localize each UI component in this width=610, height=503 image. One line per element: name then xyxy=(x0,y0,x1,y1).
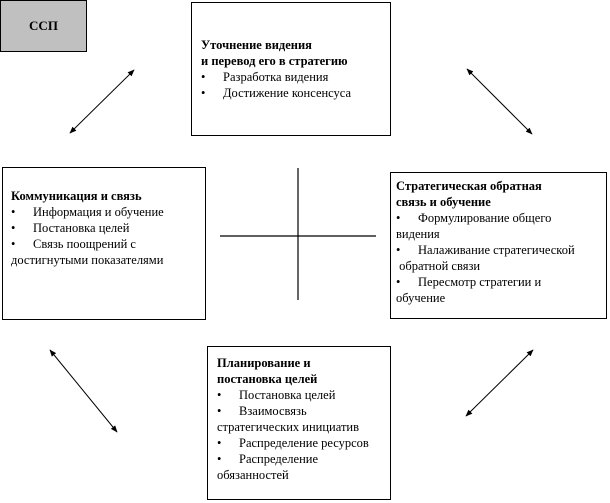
list-item-continuation: обратной связи xyxy=(396,259,481,273)
list-item-continuation: видения xyxy=(396,227,440,241)
communication-box xyxy=(2,167,206,320)
bullet-icon: • xyxy=(217,404,222,418)
feedback-title xyxy=(396,178,602,210)
list-item xyxy=(217,387,386,403)
bullet-icon: • xyxy=(396,275,401,289)
list-item-continuation: достигнутыми показателями xyxy=(11,253,164,267)
list-item-text: Постановка целей xyxy=(33,221,130,235)
arrow-top-right xyxy=(467,69,532,134)
list-item xyxy=(201,85,386,101)
list-item-text: Информация и обучение xyxy=(33,205,164,219)
arrow-bottom-left xyxy=(50,350,117,432)
list-item-text: Пересмотр стратегии и xyxy=(418,275,542,289)
planning-title xyxy=(217,355,386,387)
list-item-text: Достижение консенсуса xyxy=(223,86,352,100)
list-item xyxy=(396,210,602,226)
planning-box xyxy=(207,346,391,500)
feedback-title-line1: Стратегическая обратная xyxy=(396,179,542,193)
bullet-icon: • xyxy=(396,243,401,257)
list-item-text: Распределение ресурсов xyxy=(239,436,369,450)
list-item-text: Связь поощрений с xyxy=(33,237,136,251)
list-item-text: Взаимосвязь xyxy=(239,404,307,418)
feedback-box xyxy=(390,172,607,319)
list-item-continuation: обязанностей xyxy=(217,468,289,482)
vision-title-line1: Уточнение видения xyxy=(201,38,312,52)
bullet-icon: • xyxy=(201,86,206,100)
list-item-text: Разработка видения xyxy=(223,70,329,84)
list-item xyxy=(11,220,201,236)
list-item xyxy=(396,242,602,258)
list-item-continuation: обучение xyxy=(396,291,446,305)
planning-title-line2: постановка целей xyxy=(217,372,318,386)
list-item-continuation: стратегических инициатив xyxy=(217,420,360,434)
list-item-text: Налаживание стратегической xyxy=(418,243,575,257)
arrow-bottom-right xyxy=(466,350,533,416)
list-item-text: Формулирование общего xyxy=(418,211,552,225)
list-item xyxy=(217,435,386,451)
bullet-icon: • xyxy=(201,70,206,84)
list-item-text: Постановка целей xyxy=(239,388,336,402)
list-item xyxy=(11,236,201,252)
bullet-icon: • xyxy=(11,237,16,251)
bullet-icon: • xyxy=(217,452,222,466)
bullet-icon: • xyxy=(217,388,222,402)
feedback-title-line2: связь и обучение xyxy=(396,195,491,209)
list-item xyxy=(217,403,386,419)
bsc-label: ССП xyxy=(29,18,58,33)
vision-box xyxy=(191,2,391,136)
arrow-top-left xyxy=(70,70,134,133)
list-item-text: Распределение xyxy=(239,452,318,466)
vision-title xyxy=(201,37,386,69)
list-item xyxy=(11,204,201,220)
communication-title: Коммуникация и связь xyxy=(11,189,142,203)
bullet-icon: • xyxy=(11,221,16,235)
list-item xyxy=(201,69,386,85)
bullet-icon: • xyxy=(217,436,222,450)
vision-title-line2: и перевод его в стратегию xyxy=(201,54,348,68)
bullet-icon: • xyxy=(396,211,401,225)
list-item xyxy=(217,451,386,467)
planning-title-line1: Планирование и xyxy=(217,356,311,370)
bullet-icon: • xyxy=(11,205,16,219)
list-item xyxy=(396,274,602,290)
